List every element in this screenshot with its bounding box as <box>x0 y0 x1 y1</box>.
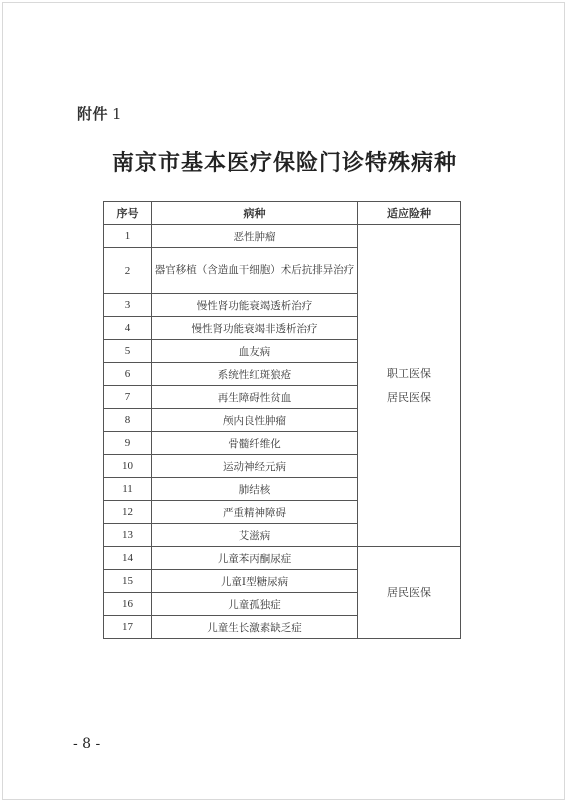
insurance-group-1 <box>358 225 461 547</box>
insurance-type: 职工医保 <box>387 366 431 380</box>
row-seq: 9 <box>104 432 152 455</box>
row-seq: 17 <box>104 616 152 639</box>
insurance-type: 居民医保 <box>387 390 431 404</box>
row-disease: 器官移植（含造血干细胞）术后抗排异治疗 <box>152 248 358 294</box>
column-header-insurance: 适应险种 <box>358 202 461 225</box>
disease-table <box>103 201 461 639</box>
attachment-text: 附件 <box>77 105 109 123</box>
row-seq: 2 <box>104 248 152 294</box>
row-seq: 5 <box>104 340 152 363</box>
row-disease: 血友病 <box>152 340 358 363</box>
row-seq: 14 <box>104 547 152 570</box>
row-disease: 儿童I型糖尿病 <box>152 570 358 593</box>
row-disease: 运动神经元病 <box>152 455 358 478</box>
row-disease: 慢性肾功能衰竭非透析治疗 <box>152 317 358 340</box>
insurance-group-2 <box>358 547 461 639</box>
row-disease: 慢性肾功能衰竭透析治疗 <box>152 294 358 317</box>
row-disease: 儿童苯丙酮尿症 <box>152 547 358 570</box>
document-title: 南京市基本医疗保险门诊特殊病种 <box>111 150 457 176</box>
row-seq: 3 <box>104 294 152 317</box>
attachment-label <box>77 103 122 124</box>
row-seq: 6 <box>104 363 152 386</box>
row-seq: 15 <box>104 570 152 593</box>
insurance-type: 居民医保 <box>387 585 431 599</box>
row-disease: 儿童生长激素缺乏症 <box>152 616 358 639</box>
row-seq: 8 <box>104 409 152 432</box>
row-disease: 再生障碍性贫血 <box>152 386 358 409</box>
row-seq: 13 <box>104 524 152 547</box>
column-header-seq: 序号 <box>104 202 152 225</box>
row-seq: 11 <box>104 478 152 501</box>
row-seq: 7 <box>104 386 152 409</box>
table-row <box>104 225 461 248</box>
table-row <box>104 547 461 570</box>
row-seq: 4 <box>104 317 152 340</box>
attachment-number: 1 <box>112 105 123 123</box>
row-seq: 12 <box>104 501 152 524</box>
page-number: - 8 - <box>73 736 101 752</box>
row-disease: 骨髓纤维化 <box>152 432 358 455</box>
column-header-disease: 病种 <box>152 202 358 225</box>
row-disease: 恶性肿瘤 <box>152 225 358 248</box>
row-disease: 严重精神障碍 <box>152 501 358 524</box>
row-disease: 系统性红斑狼疮 <box>152 363 358 386</box>
row-disease: 颅内良性肿瘤 <box>152 409 358 432</box>
row-seq: 16 <box>104 593 152 616</box>
row-disease: 儿童孤独症 <box>152 593 358 616</box>
row-seq: 1 <box>104 225 152 248</box>
row-disease: 肺结核 <box>152 478 358 501</box>
row-seq: 10 <box>104 455 152 478</box>
row-disease: 艾滋病 <box>152 524 358 547</box>
